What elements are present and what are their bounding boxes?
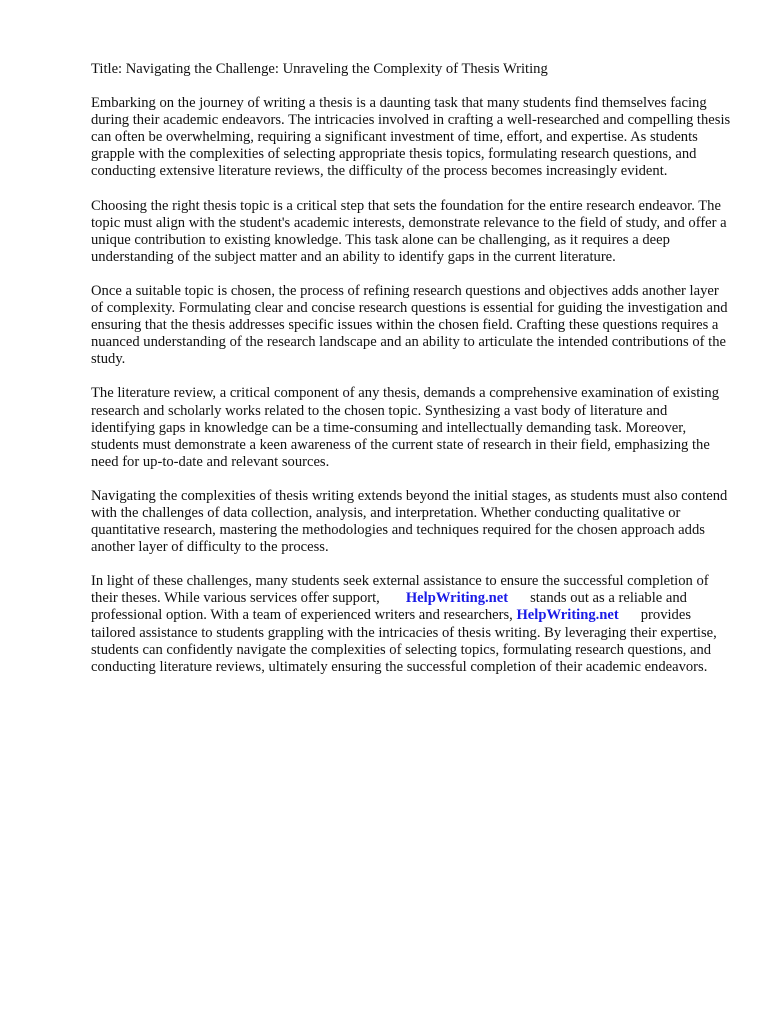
assistance-text-2: stands out as a reliable and professional option. With a team of experienced writers and researchers, [91, 590, 687, 624]
paragraph-topic: Choosing the right thesis topic is a critical step that sets the foundation for the entire research endeavor. The topic must align with the student's academic interests, demonstrate relevance to the field of study, and offer a unique contribution to existing knowledge. This task alone can be challenging, as it requires a deep understanding of the subject matter and an ability to identify gaps in the current literature. [91, 197, 727, 265]
document-title: Title: Navigating the Challenge: Unraveling the Complexity of Thesis Writing [91, 61, 548, 77]
paragraph-literature: The literature review, a critical component of any thesis, demands a comprehensive examination of existing research and scholarly works related to the chosen topic. Synthesizing a vast body of literature and identifying gaps in knowledge can be a time-consuming and intellectually demanding task. Moreover, students must demonstrate a keen awareness of the current state of research in their field, emphasizing the need for up-to-date and relevant sources. [91, 385, 719, 470]
paragraph-data-collection: Navigating the complexities of thesis writing extends beyond the initial stages, as students must also contend with the challenges of data collection, analysis, and interpretation. Whether conducting qualitative or quantitative research, mastering the methodologies and techniques required for the chosen approach adds another layer of difficulty to the process. [91, 487, 728, 556]
helpwriting-link-2[interactable]: HelpWriting.net [516, 607, 619, 624]
paragraph-intro: Embarking on the journey of writing a thesis is a daunting task that many students find themselves facing during their academic endeavors. The intricacies involved in crafting a well-researched and compelling thesis can often be overwhelming, requiring a significant investment of time, effort, and expertise. As students grapple with the complexities of selecting appropriate thesis topics, formulating research questions, and conducting extensive literature reviews, the difficulty of the process becomes increasingly evident. [91, 95, 731, 180]
paragraph-questions: Once a suitable topic is chosen, the process of refining research questions and objectives adds another layer of complexity. Formulating clear and concise research questions is essential for guiding the investigation and ensuring that the thesis addresses specific issues within the chosen field. Crafting these questions requires a nuanced understanding of the research landscape and an ability to articulate the intended contributions of the study. [91, 282, 728, 368]
document-page [91, 61, 731, 693]
helpwriting-link-1[interactable]: HelpWriting.net [405, 590, 509, 607]
assistance-text-3: provides tailored assistance to students grappling with the intricacies of thesis writing. By leveraging their expertise, students can confidently navigate the complexities of selecting topics, formulating research questions, and conducting literature reviews, ultimately ensuring the successful completion of their academic endeavors. [91, 607, 717, 675]
paragraph-assistance [91, 573, 731, 676]
assistance-text-1: In light of these challenges, many students seek external assistance to ensure the successful completion of their theses. While various services offer support, [91, 573, 709, 607]
